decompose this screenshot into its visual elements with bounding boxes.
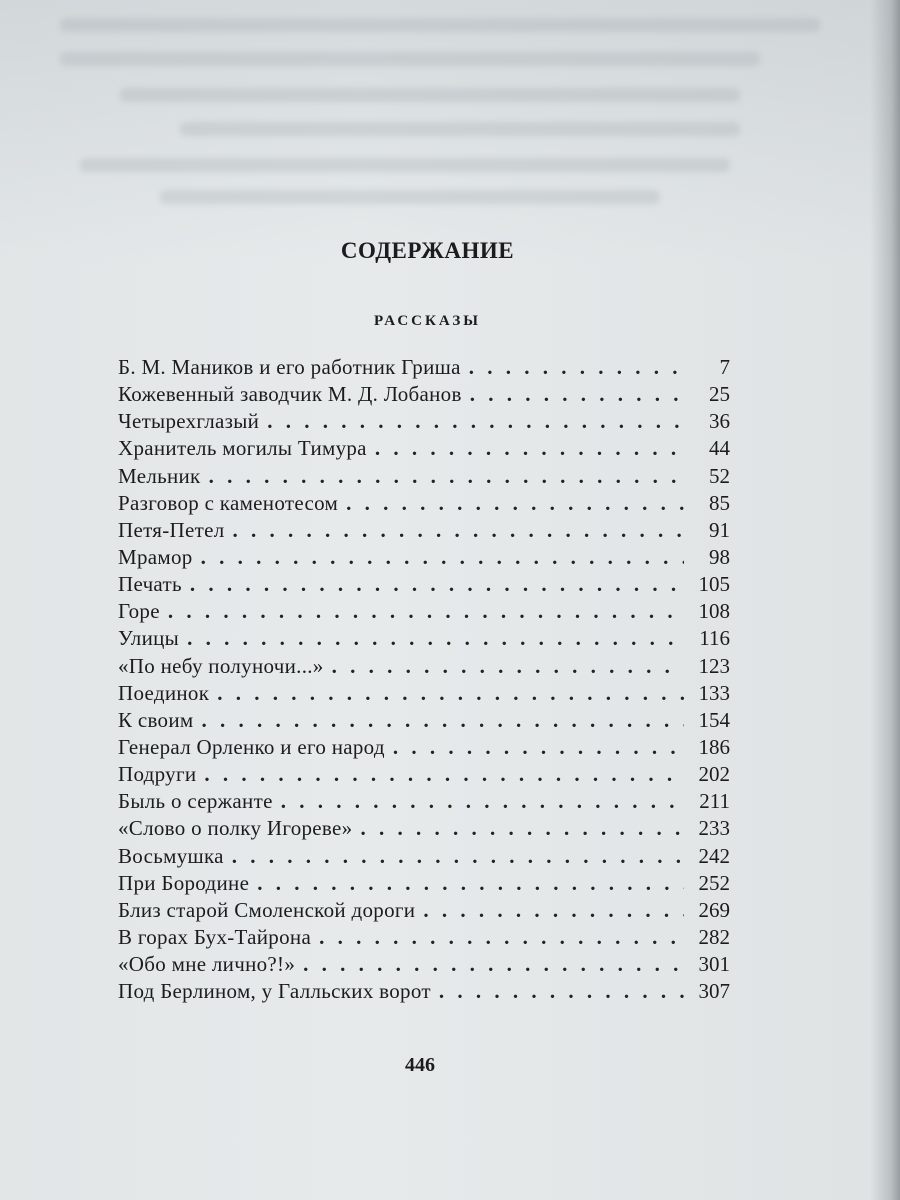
toc-entry-page: 233 bbox=[698, 816, 730, 841]
toc-entry-title: «Обо мне лично?!» bbox=[118, 952, 296, 977]
toc-entry-title: Поединок bbox=[118, 680, 210, 705]
toc-entry bbox=[118, 843, 730, 870]
toc-entry-page: 282 bbox=[698, 924, 730, 949]
toc-entry-page: 105 bbox=[698, 572, 730, 597]
toc-entry-title: «По небу полуночи...» bbox=[118, 653, 324, 678]
leader-dots bbox=[375, 435, 684, 462]
toc-entry-page: 211 bbox=[699, 789, 730, 814]
toc-entry-page: 154 bbox=[698, 707, 730, 732]
leader-dots bbox=[257, 870, 684, 897]
toc-entry-page: 116 bbox=[699, 626, 730, 651]
toc-entry bbox=[118, 924, 730, 951]
toc-entry-title: Близ старой Смоленской дороги bbox=[118, 897, 416, 922]
leader-dots bbox=[423, 897, 684, 924]
toc-entry-page: 91 bbox=[709, 517, 730, 542]
toc-entry-page: 52 bbox=[709, 463, 730, 488]
toc-entry bbox=[118, 653, 730, 680]
leader-dots bbox=[319, 924, 684, 951]
toc-entry-page: 133 bbox=[698, 680, 730, 705]
bleed-through-text bbox=[80, 158, 730, 172]
table-of-contents bbox=[118, 354, 730, 1005]
toc-entry-page: 252 bbox=[698, 870, 730, 895]
toc-entry-title: Мрамор bbox=[118, 544, 193, 569]
toc-entry bbox=[118, 381, 730, 408]
toc-entry bbox=[118, 707, 730, 734]
toc-entry bbox=[118, 951, 730, 978]
toc-entry bbox=[118, 517, 730, 544]
leader-dots bbox=[233, 517, 684, 544]
leader-dots bbox=[267, 408, 684, 435]
leader-dots bbox=[187, 625, 684, 652]
toc-entry bbox=[118, 761, 730, 788]
toc-entry bbox=[118, 870, 730, 897]
toc-entry-title: Печать bbox=[118, 572, 182, 597]
leader-dots bbox=[281, 788, 684, 815]
page-number: 446 bbox=[405, 1054, 435, 1076]
toc-entry bbox=[118, 598, 730, 625]
toc-entry-page: 307 bbox=[698, 979, 730, 1004]
leader-dots bbox=[469, 354, 684, 381]
toc-entry bbox=[118, 734, 730, 761]
toc-entry-page: 85 bbox=[709, 490, 730, 515]
toc-entry-title: К своим bbox=[118, 707, 194, 732]
toc-entry-page: 7 bbox=[719, 355, 730, 379]
toc-entry bbox=[118, 625, 730, 652]
toc-entry-title: Генерал Орленко и его народ bbox=[118, 734, 385, 759]
leader-dots bbox=[332, 653, 684, 680]
toc-entry-page: 98 bbox=[709, 544, 730, 569]
toc-entry bbox=[118, 978, 730, 1005]
toc-entry-title: «Слово о полку Игореве» bbox=[118, 816, 353, 841]
toc-entry-title: Горе bbox=[118, 599, 160, 624]
leader-dots bbox=[470, 381, 684, 408]
leader-dots bbox=[201, 707, 684, 734]
toc-entry-title: Разговор с каменотесом bbox=[118, 490, 339, 515]
toc-entry-title: Кожевенный заводчик М. Д. Лобанов bbox=[118, 382, 462, 407]
bleed-through-text bbox=[160, 190, 660, 204]
toc-entry-page: 202 bbox=[698, 762, 730, 787]
toc-entry bbox=[118, 788, 730, 815]
toc-entry bbox=[118, 354, 730, 381]
toc-entry-page: 186 bbox=[698, 734, 730, 759]
leader-dots bbox=[201, 544, 684, 571]
toc-entry-title: В горах Бух-Тайрона bbox=[118, 924, 312, 949]
leader-dots bbox=[303, 951, 684, 978]
bleed-through-text bbox=[120, 88, 740, 102]
leader-dots bbox=[209, 463, 684, 490]
toc-entry-page: 301 bbox=[698, 952, 730, 977]
leader-dots bbox=[204, 761, 684, 788]
toc-entry bbox=[118, 897, 730, 924]
toc-entry-title: Подруги bbox=[118, 762, 197, 787]
toc-entry-title: Мельник bbox=[118, 463, 201, 488]
toc-entry bbox=[118, 815, 730, 842]
toc-entry-title: Восьмушка bbox=[118, 843, 224, 868]
contents-heading: СОДЕРЖАНИЕ bbox=[340, 238, 515, 263]
leader-dots bbox=[393, 734, 684, 761]
toc-entry bbox=[118, 571, 730, 598]
leader-dots bbox=[346, 490, 684, 517]
toc-entry-title: Улицы bbox=[118, 626, 180, 651]
leader-dots bbox=[217, 680, 684, 707]
toc-entry-title: Б. М. Маников и его работник Гриша bbox=[118, 355, 461, 379]
toc-entry bbox=[118, 680, 730, 707]
bleed-through-text bbox=[60, 18, 820, 32]
toc-entry-title: При Бородине bbox=[118, 870, 250, 895]
toc-entry bbox=[118, 544, 730, 571]
toc-entry bbox=[118, 463, 730, 490]
bleed-through-text bbox=[60, 52, 760, 66]
toc-entry-title: Быль о сержанте bbox=[118, 789, 273, 814]
leader-dots bbox=[439, 978, 684, 1005]
page-edge-shadow bbox=[870, 0, 900, 1200]
toc-entry-title: Под Берлином, у Галльских ворот bbox=[118, 979, 431, 1004]
toc-entry-title: Хранитель могилы Тимура bbox=[118, 436, 367, 461]
toc-entry-title: Петя-Петел bbox=[118, 517, 225, 542]
toc-entry bbox=[118, 408, 730, 435]
toc-entry bbox=[118, 435, 730, 462]
toc-entry-title: Четырехглазый bbox=[118, 409, 260, 434]
bleed-through-text bbox=[180, 122, 740, 136]
section-heading: РАССКАЗЫ bbox=[374, 313, 481, 329]
toc-entry-page: 108 bbox=[698, 599, 730, 624]
toc-entry-page: 123 bbox=[698, 653, 730, 678]
leader-dots bbox=[168, 598, 684, 625]
toc-entry-page: 36 bbox=[709, 409, 730, 434]
toc-entry bbox=[118, 490, 730, 517]
toc-entry-page: 269 bbox=[698, 897, 730, 922]
toc-entry-page: 44 bbox=[709, 436, 730, 461]
leader-dots bbox=[360, 815, 684, 842]
toc-entry-page: 25 bbox=[709, 382, 730, 407]
leader-dots bbox=[232, 843, 684, 870]
leader-dots bbox=[190, 571, 684, 598]
toc-entry-page: 242 bbox=[698, 843, 730, 868]
